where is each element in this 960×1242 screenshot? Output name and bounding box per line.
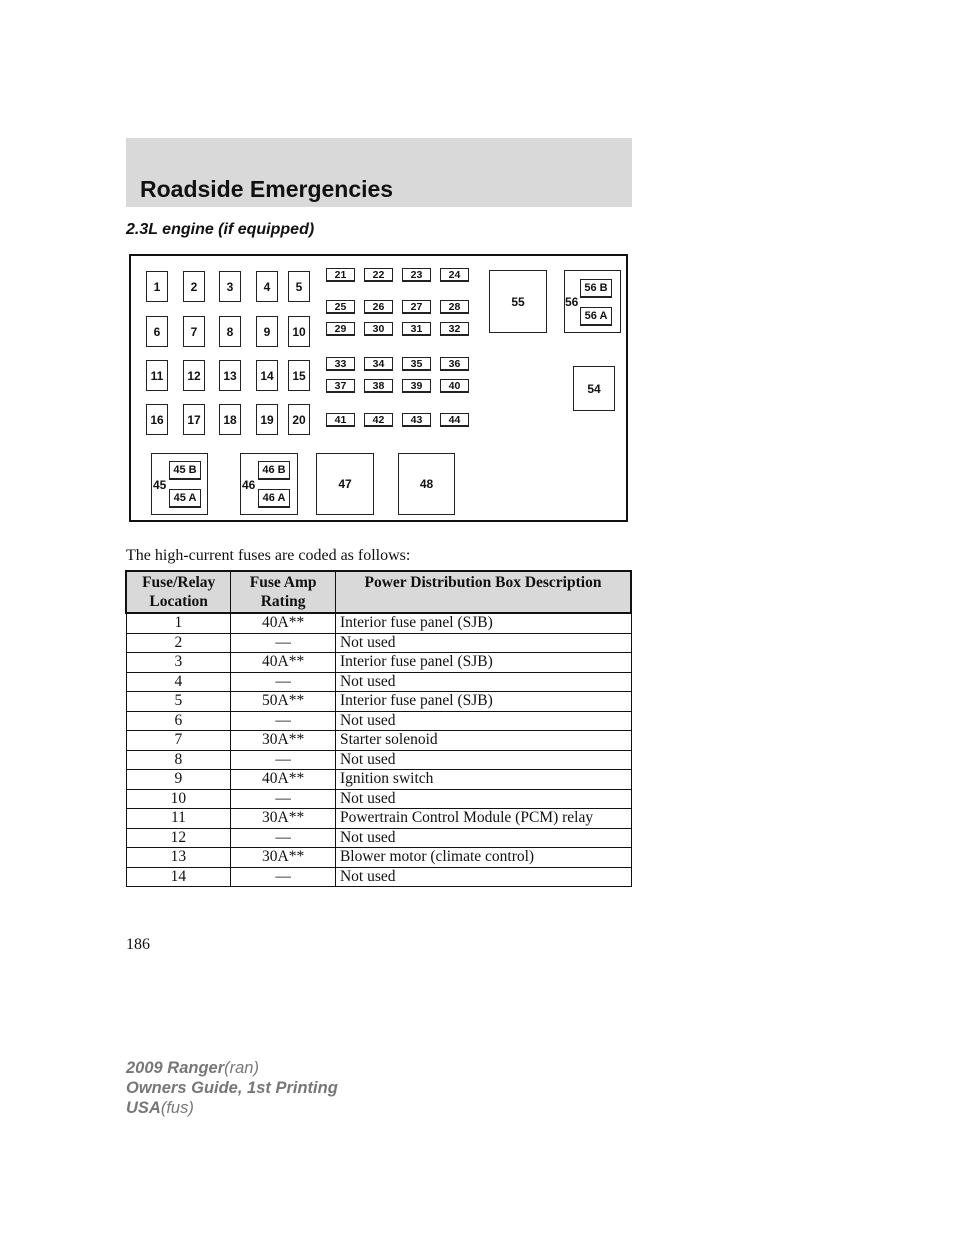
mini-fuse-slot: 27 bbox=[402, 300, 431, 314]
cell-amp-rating: 40A** bbox=[231, 613, 336, 633]
table-row bbox=[126, 613, 631, 633]
cell-amp-rating: — bbox=[231, 789, 336, 809]
cell-description: Not used bbox=[335, 672, 631, 692]
relay-46-label: 46 bbox=[242, 478, 256, 492]
cell-amp-rating: 50A** bbox=[231, 692, 336, 712]
fuse-slot: 20 bbox=[288, 404, 310, 435]
fuse-slot: 15 bbox=[288, 360, 310, 391]
fuse-slot: 5 bbox=[288, 271, 310, 302]
cell-location: 6 bbox=[126, 711, 231, 731]
table-row bbox=[126, 789, 631, 809]
cell-description: Interior fuse panel (SJB) bbox=[335, 613, 631, 633]
cell-amp-rating: — bbox=[231, 633, 336, 653]
fuse-slot: 11 bbox=[146, 360, 168, 391]
mini-fuse-slot: 24 bbox=[440, 268, 469, 282]
mini-fuse-slot: 39 bbox=[402, 379, 431, 393]
header-amp-rating: Fuse Amp Rating bbox=[231, 571, 336, 613]
header-description: Power Distribution Box Description bbox=[335, 571, 631, 613]
cell-location: 10 bbox=[126, 789, 231, 809]
mini-fuse-slot: 34 bbox=[364, 357, 393, 371]
cell-description: Interior fuse panel (SJB) bbox=[335, 653, 631, 673]
cell-description: Not used bbox=[335, 633, 631, 653]
relay-45a: 45 A bbox=[169, 489, 201, 508]
cell-description: Not used bbox=[335, 789, 631, 809]
relay-56a: 56 A bbox=[580, 307, 612, 326]
fuse-slot: 1 bbox=[146, 271, 168, 302]
cell-location: 2 bbox=[126, 633, 231, 653]
cell-location: 5 bbox=[126, 692, 231, 712]
fuse-slot: 7 bbox=[183, 316, 205, 347]
fuse-slot: 14 bbox=[256, 360, 278, 391]
mini-fuse-slot: 31 bbox=[402, 322, 431, 336]
mini-fuse-slot: 22 bbox=[364, 268, 393, 282]
cell-location: 11 bbox=[126, 809, 231, 829]
mini-fuse-slot: 23 bbox=[402, 268, 431, 282]
cell-description: Not used bbox=[335, 828, 631, 848]
footer bbox=[126, 1058, 338, 1118]
cell-description: Blower motor (climate control) bbox=[335, 848, 631, 868]
mini-fuse-slot: 40 bbox=[440, 379, 469, 393]
fuse-slot: 17 bbox=[183, 404, 205, 435]
mini-fuse-slot: 41 bbox=[326, 413, 355, 427]
cell-description: Powertrain Control Module (PCM) relay bbox=[335, 809, 631, 829]
mini-fuse-slot: 33 bbox=[326, 357, 355, 371]
cell-amp-rating: — bbox=[231, 867, 336, 887]
diagram-subtitle: 2.3L engine (if equipped) bbox=[126, 221, 315, 238]
fuse-slot: 13 bbox=[219, 360, 241, 391]
table-row bbox=[126, 828, 631, 848]
relay-56-label: 56 bbox=[565, 295, 579, 309]
mini-fuse-slot: 30 bbox=[364, 322, 393, 336]
section-title: Roadside Emergencies bbox=[140, 176, 394, 202]
footer-line-2: Owners Guide, 1st Printing bbox=[126, 1079, 338, 1097]
footer-line-3: USA(fus) bbox=[126, 1099, 194, 1117]
mini-fuse-slot: 35 bbox=[402, 357, 431, 371]
mini-fuse-slot: 43 bbox=[402, 413, 431, 427]
table-row bbox=[126, 633, 631, 653]
fuse-slot: 18 bbox=[219, 404, 241, 435]
fuse-slot: 9 bbox=[256, 316, 278, 347]
table-row bbox=[126, 731, 631, 751]
relay-48: 48 bbox=[398, 453, 455, 515]
footer-line-1: 2009 Ranger(ran) bbox=[126, 1059, 259, 1077]
cell-description: Interior fuse panel (SJB) bbox=[335, 692, 631, 712]
fuse-slot: 10 bbox=[288, 316, 310, 347]
cell-location: 1 bbox=[126, 613, 231, 633]
relay-46b: 46 B bbox=[258, 461, 290, 480]
cell-location: 9 bbox=[126, 770, 231, 790]
relay-56b: 56 B bbox=[580, 279, 612, 298]
relay-55: 55 bbox=[489, 270, 547, 333]
cell-description: Ignition switch bbox=[335, 770, 631, 790]
relay-45-label: 45 bbox=[153, 478, 167, 492]
table-row bbox=[126, 770, 631, 790]
cell-description: Not used bbox=[335, 711, 631, 731]
fuse-slot: 19 bbox=[256, 404, 278, 435]
cell-location: 4 bbox=[126, 672, 231, 692]
fuse-table bbox=[125, 570, 632, 887]
cell-description: Starter solenoid bbox=[335, 731, 631, 751]
relay-54: 54 bbox=[573, 366, 615, 411]
fuse-slot: 6 bbox=[146, 316, 168, 347]
cell-description: Not used bbox=[335, 750, 631, 770]
mini-fuse-slot: 44 bbox=[440, 413, 469, 427]
cell-amp-rating: — bbox=[231, 750, 336, 770]
table-row bbox=[126, 672, 631, 692]
mini-fuse-slot: 42 bbox=[364, 413, 393, 427]
header-location: Fuse/Relay Location bbox=[126, 571, 231, 613]
cell-amp-rating: — bbox=[231, 711, 336, 731]
cell-location: 8 bbox=[126, 750, 231, 770]
relay-46a: 46 A bbox=[258, 489, 290, 508]
cell-amp-rating: 30A** bbox=[231, 731, 336, 751]
cell-amp-rating: — bbox=[231, 672, 336, 692]
cell-location: 12 bbox=[126, 828, 231, 848]
mini-fuse-slot: 36 bbox=[440, 357, 469, 371]
cell-amp-rating: 30A** bbox=[231, 809, 336, 829]
cell-amp-rating: 40A** bbox=[231, 770, 336, 790]
cell-amp-rating: — bbox=[231, 828, 336, 848]
page-number: 186 bbox=[126, 936, 150, 953]
mini-fuse-slot: 32 bbox=[440, 322, 469, 336]
table-row bbox=[126, 692, 631, 712]
cell-location: 3 bbox=[126, 653, 231, 673]
relay-45b: 45 B bbox=[169, 461, 201, 480]
fuse-slot: 4 bbox=[256, 271, 278, 302]
table-row bbox=[126, 848, 631, 868]
table-row bbox=[126, 809, 631, 829]
cell-description: Not used bbox=[335, 867, 631, 887]
cell-amp-rating: 30A** bbox=[231, 848, 336, 868]
table-row bbox=[126, 711, 631, 731]
cell-amp-rating: 40A** bbox=[231, 653, 336, 673]
table-intro: The high-current fuses are coded as follows: bbox=[126, 547, 411, 564]
mini-fuse-slot: 25 bbox=[326, 300, 355, 314]
fuse-slot: 3 bbox=[219, 271, 241, 302]
mini-fuse-slot: 21 bbox=[326, 268, 355, 282]
mini-fuse-slot: 38 bbox=[364, 379, 393, 393]
cell-location: 13 bbox=[126, 848, 231, 868]
table-row bbox=[126, 653, 631, 673]
mini-fuse-slot: 28 bbox=[440, 300, 469, 314]
mini-fuse-slot: 37 bbox=[326, 379, 355, 393]
mini-fuse-slot: 26 bbox=[364, 300, 393, 314]
fuse-slot: 12 bbox=[183, 360, 205, 391]
table-row bbox=[126, 750, 631, 770]
fuse-box-diagram bbox=[129, 254, 628, 522]
fuse-slot: 2 bbox=[183, 271, 205, 302]
cell-location: 14 bbox=[126, 867, 231, 887]
fuse-slot: 16 bbox=[146, 404, 168, 435]
cell-location: 7 bbox=[126, 731, 231, 751]
table-row bbox=[126, 867, 631, 887]
header-band bbox=[126, 138, 632, 207]
fuse-slot: 8 bbox=[219, 316, 241, 347]
mini-fuse-slot: 29 bbox=[326, 322, 355, 336]
relay-47: 47 bbox=[316, 453, 374, 515]
table-header-row bbox=[126, 571, 631, 613]
